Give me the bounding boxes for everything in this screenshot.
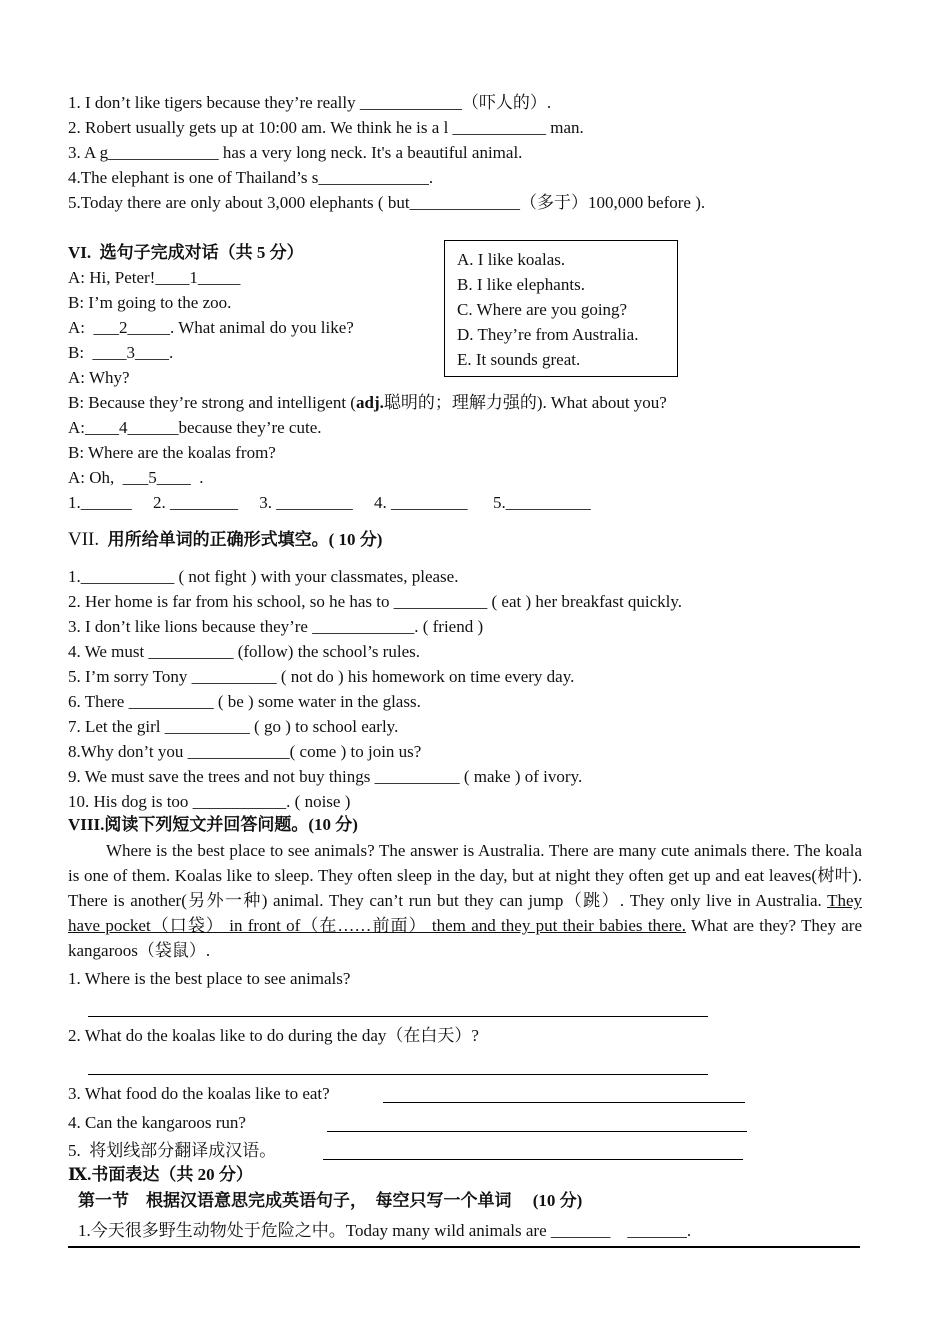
dialogue-line: A: Oh, ___5____ . <box>68 468 204 487</box>
answer-line <box>327 1131 747 1132</box>
passage-text-a: Where is the best place to see animals? The answer is Australia. There are many cute animals there. The koala is one of them. Koalas like to sleep. They often sleep in the day, but at night they often get up and eat leaves(树叶). There is another(另外一种) animal. They can’t run but they can jump（跳）. They only live in Australia. <box>68 841 862 910</box>
part7-item: 1.___________ ( not fight ) with your classmates, please. <box>68 567 459 586</box>
option-a: A. I like koalas. <box>457 250 566 269</box>
part9-q1: 1.今天很多野生动物处于危险之中。Today many wild animals are _______ _______. <box>78 1221 692 1240</box>
part5-q5: 5.Today there are only about 3,000 elephants ( but_____________（多于）100,000 before ). <box>68 193 706 212</box>
dialogue-line: B: Where are the koalas from? <box>68 443 276 462</box>
part7-item: 6. There __________ ( be ) some water in the glass. <box>68 692 421 711</box>
dialogue-line: A: Why? <box>68 368 130 387</box>
answer-line <box>383 1102 745 1103</box>
answer-line <box>323 1159 743 1160</box>
part5-q1: 1. I don’t like tigers because they’re really ____________（吓人的）. <box>68 93 552 112</box>
part7-heading-text: 用所给单词的正确形式填空。( 10 分) <box>99 530 383 549</box>
option-b: B. I like elephants. <box>457 275 585 294</box>
part7-item: 8.Why don’t you ____________( come ) to join us? <box>68 742 422 761</box>
reading-question: 2. What do the koalas like to do during the day（在白天）? <box>68 1026 479 1045</box>
dialogue-line: B: I’m going to the zoo. <box>68 293 232 312</box>
part5-q4: 4.The elephant is one of Thailand’s s_____________. <box>68 168 434 187</box>
part5-q3: 3. A g_____________ has a very long neck. It's a beautiful animal. <box>68 143 523 162</box>
reading-question: 1. Where is the best place to see animals? <box>68 969 351 988</box>
answer-blanks: 1.______ 2. ________ 3. _________ 4. _________ 5.__________ <box>68 493 591 512</box>
passage-underlined: They have pocket（口袋） in front of（在……前面） them and they put their babies there. <box>68 891 862 935</box>
part7-heading <box>68 529 382 551</box>
part7-heading-num: VII. <box>68 529 100 550</box>
part7-item: 3. I don’t like lions because they’re ____________. ( friend ) <box>68 617 484 636</box>
reading-question: 3. What food do the koalas like to eat? <box>68 1084 330 1103</box>
options-box <box>444 240 678 377</box>
reading-question: 4. Can the kangaroos run? <box>68 1113 246 1132</box>
part7-item: 5. I’m sorry Tony __________ ( not do ) his homework on time every day. <box>68 667 575 686</box>
reading-question: 5. 将划线部分翻译成汉语。 <box>68 1141 277 1160</box>
part6-heading: VI. 选句子完成对话（共 5 分） <box>68 243 304 262</box>
answer-line <box>88 1016 708 1017</box>
part8-heading: VIII.阅读下列短文并回答问题。(10 分) <box>68 815 358 834</box>
part7-item: 4. We must __________ (follow) the school’s rules. <box>68 642 420 661</box>
part7-item: 2. Her home is far from his school, so he has to ___________ ( eat ) her breakfast quickly. <box>68 592 683 611</box>
passage-text-b: What are they? They are kangaroos（袋鼠）. <box>68 916 863 960</box>
option-e: E. It sounds great. <box>457 350 581 369</box>
part7-item: 7. Let the girl __________ ( go ) to school early. <box>68 717 399 736</box>
option-c: C. Where are you going? <box>457 300 628 319</box>
bottom-rule <box>68 1246 860 1248</box>
dialogue-because-line <box>68 392 667 414</box>
part7-item: 10. His dog is too ___________. ( noise ) <box>68 792 351 811</box>
part9-subheading: 第一节 根据汉语意思完成英语句子， 每空只写一个单词 (10 分) <box>78 1191 583 1210</box>
part5-q2: 2. Robert usually gets up at 10:00 am. We think he is a l ___________ man. <box>68 118 584 137</box>
option-d: D. They’re from Australia. <box>457 325 639 344</box>
dialogue-line: B: ____3____. <box>68 343 174 362</box>
part7-item: 9. We must save the trees and not buy things __________ ( make ) of ivory. <box>68 767 583 786</box>
answer-line <box>88 1074 708 1075</box>
because-pre: B: Because they’re strong and intelligent ( <box>68 393 356 412</box>
dialogue-line: A: Hi, Peter!____1_____ <box>68 268 241 287</box>
dialogue-line: A: ___2_____. What animal do you like? <box>68 318 354 337</box>
dialogue-line: A:____4______because they’re cute. <box>68 418 322 437</box>
reading-passage <box>68 838 862 963</box>
because-post: 聪明的；理解力强的). What about you? <box>383 393 667 412</box>
part9-heading: Ⅸ.书面表达（共 20 分） <box>68 1165 253 1184</box>
because-adj: adj. <box>355 393 384 412</box>
